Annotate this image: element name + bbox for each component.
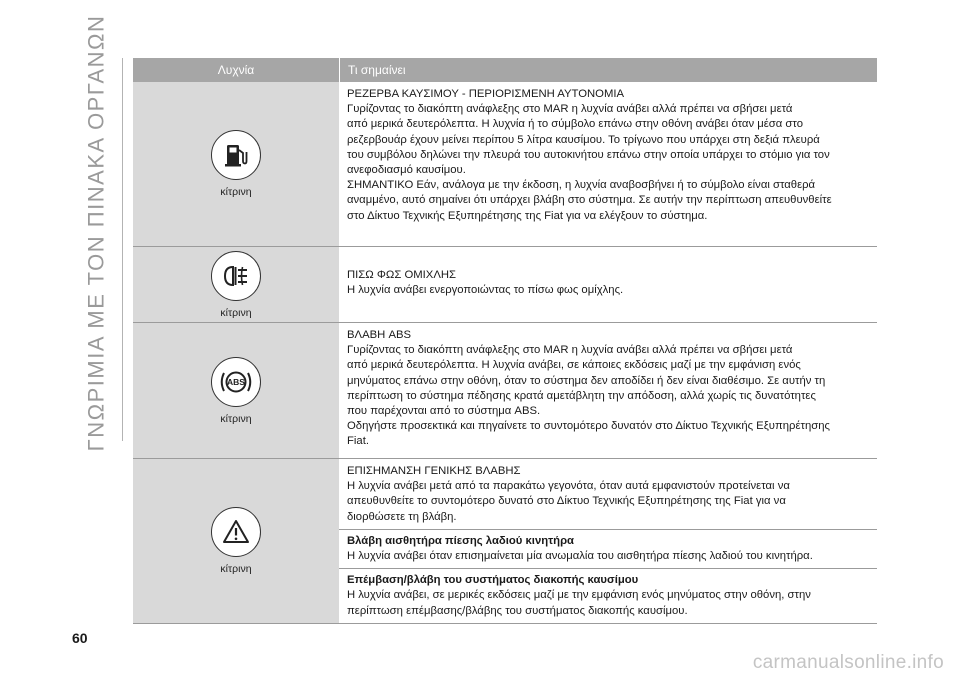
text-line: ΒΛΑΒΗ ABS xyxy=(347,329,412,341)
light-color-label: κίτρινη xyxy=(220,563,252,575)
table-row-abs xyxy=(133,323,877,459)
text-line: αναμμένο, αυτό σημαίνει ότι υπάρχει βλάβη στο σύστημα. Σε αυτήν την περίπτωση απευθυνθείτε xyxy=(347,194,832,207)
subsection-title: Βλάβη αισθητήρα πίεσης λαδιού κινητήρα xyxy=(347,534,574,547)
table-row-rear-fog xyxy=(133,247,877,323)
subsection-fuel-cutoff xyxy=(339,568,877,619)
icon-cell xyxy=(133,323,339,458)
warning-lights-table xyxy=(133,58,877,624)
text-line: από μερικά δευτερόλεπτα. Η λυχνία ανάβει, σε κάποιες εκδόσεις μαζί με την εμφάνιση ενός xyxy=(347,359,801,372)
text-line: ρεζερβουάρ έχουν μείνει περίπου 5 λίτρα καυσίμου. Το τρίγωνο που υπάρχει στη δεξιά πλευρά xyxy=(347,133,820,146)
text-line: Γυρίζοντας το διακόπτη ανάφλεξης στο MAR η λυχνία ανάβει αλλά πρέπει να σβήσει μετά xyxy=(347,103,793,116)
text-line: Η λυχνία ανάβει μετά από τα παρακάτω γεγονότα, όταν αυτά εμφανιστούν προτείνεται να xyxy=(347,480,790,493)
text-line: περίπτωση το σύστημα πέδησης κρατά αμετάβλητη την απόδοση, αλλά χωρίς τις δυνατότητες xyxy=(347,389,816,402)
text-line: διορθώσετε τη βλάβη. xyxy=(347,510,457,523)
text-line: Η λυχνία ανάβει, σε μερικές εκδόσεις μαζί με την εμφάνιση ενός μηνύματος στην οθόνη, στην xyxy=(347,589,811,602)
fuel-pump-icon xyxy=(211,130,261,180)
table-row-general-failure xyxy=(133,459,877,624)
meaning-cell xyxy=(339,323,877,458)
watermark: carmanualsonline.info xyxy=(752,652,944,673)
meaning-cell xyxy=(339,82,877,246)
text-line: Γυρίζοντας το διακόπτη ανάφλεξης στο MAR η λυχνία ανάβει αλλά πρέπει να σβήσει μετά xyxy=(347,344,793,357)
text-line: Οδηγήστε προσεκτικά και πηγαίνετε το συντομότερο δυνατόν στο Δίκτυο Τεχνικής Εξυπηρέτησης xyxy=(347,420,830,433)
chapter-side-title-text: ΓΝΩΡΙΜΙΑ ΜΕ ΤΟΝ ΠΙΝΑΚΑ ΟΡΓΑΝΩΝ xyxy=(83,14,109,452)
light-color-label: κίτρινη xyxy=(220,306,252,319)
text-line: του συμβόλου δηλώνει την πλευρά του αυτοκινήτου επάνω στην οποία υπάρχει το στόμιο για τον xyxy=(347,148,830,161)
text-line: μηνύματος επάνω στην οθόνη, όταν το σύστημα δεν αποδίδει ή δεν είναι διαθέσιμο. Σε αυτήν τη xyxy=(347,374,826,387)
subsection-title: Επέμβαση/βλάβη του συστήματος διακοπής καυσίμου xyxy=(347,574,639,587)
page-number: 60 xyxy=(72,630,88,646)
text-line: από μερικά δευτερόλεπτα. Η λυχνία ή το σύμβολο επάνω στην οθόνη ανάβει όταν μέσα στο xyxy=(347,118,803,131)
text-line: ΠΙΣΩ ΦΩΣ ΟΜΙΧΛΗΣ xyxy=(347,269,457,281)
abs-icon-text: ABS xyxy=(227,376,245,387)
text-line: στο Δίκτυο Τεχνικής Εξυπηρέτησης της Fiat για να ελέγξουν το σύστημα. xyxy=(347,209,708,222)
text-line: περίπτωση επέμβασης/βλάβης του συστήματος διακοπής καυσίμου. xyxy=(347,604,688,617)
subsection-oil-sensor xyxy=(339,529,877,564)
table-header xyxy=(133,58,877,82)
column-header-meaning: Τι σημαίνει xyxy=(339,58,877,82)
text-line: ΣΗΜΑΝΤΙΚΟ Εάν, ανάλογα με την έκδοση, η λυχνία αναβοσβήνει ή το σύμβολο είναι σταθερά xyxy=(347,179,816,192)
text-line: που παρέχονται από το σύστημα ABS. xyxy=(347,405,541,418)
warning-triangle-icon xyxy=(211,507,261,557)
chapter-divider-line xyxy=(122,58,123,441)
light-color-label: κίτρινη xyxy=(220,412,252,425)
rear-fog-light-icon xyxy=(211,251,261,301)
text-line: ανεφοδιασμό καυσίμου. xyxy=(347,164,466,177)
meaning-cell xyxy=(339,459,877,623)
light-color-label: κίτρινη xyxy=(220,186,252,198)
text-line: απευθυνθείτε το συντομότερο δυνατό στο Δίκτυο Τεχνικής Εξυπηρέτησης της Fiat για να xyxy=(347,495,786,508)
meaning-cell xyxy=(339,247,877,322)
column-header-light: Λυχνία xyxy=(217,63,255,77)
abs-icon xyxy=(211,357,261,407)
icon-cell xyxy=(133,247,339,322)
icon-cell xyxy=(133,82,339,246)
text-line: ΡΕΖΕΡΒΑ ΚΑΥΣΙΜΟΥ - ΠΕΡΙΟΡΙΣΜΕΝΗ ΑΥΤΟΝΟΜΙΑ xyxy=(347,88,625,100)
chapter-side-title xyxy=(70,14,122,452)
text-line: Η λυχνία ανάβει ενεργοποιώντας το πίσω φως ομίχλης. xyxy=(347,284,624,297)
text-line: ΕΠΙΣΗΜΑΝΣΗ ΓΕΝΙΚΗΣ ΒΛΑΒΗΣ xyxy=(347,465,521,477)
table-row-fuel-reserve xyxy=(133,82,877,247)
icon-cell xyxy=(133,459,339,623)
text-line: Fiat. xyxy=(347,435,369,448)
text-line: Η λυχνία ανάβει όταν επισημαίνεται μία ανωμαλία του αισθητήρα πίεσης λαδιού του κινητήρα. xyxy=(347,550,813,563)
